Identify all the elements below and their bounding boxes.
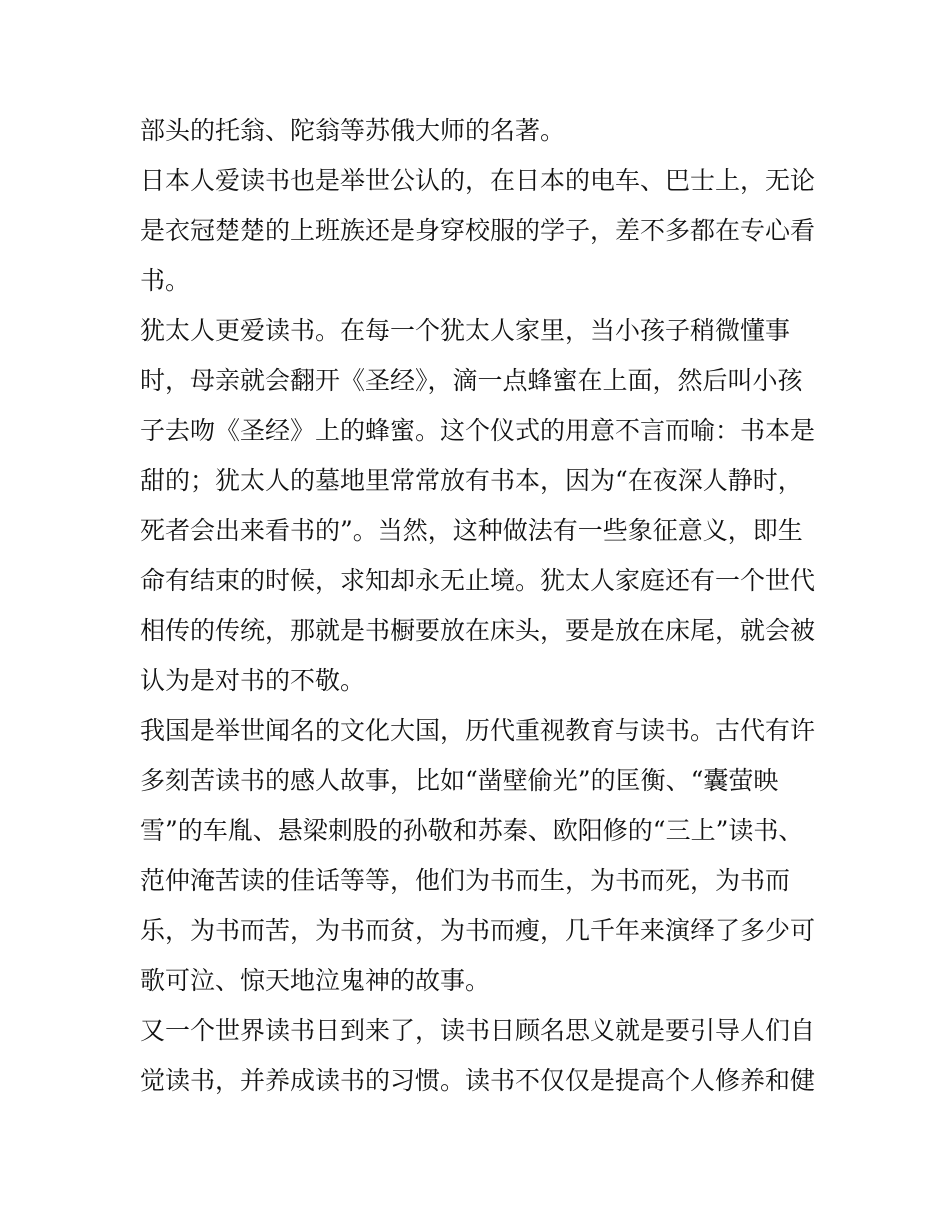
text-line: 是衣冠楚楚的上班族还是身穿校服的学子，差不多都在专心看 — [140, 216, 816, 245]
text-line: 时，母亲就会翻开《圣经》，滴一点蜂蜜在上面，然后叫小孩 — [140, 366, 803, 395]
text-line: 犹太人更爱读书。在每一个犹太人家里，当小孩子稍微懂事 — [140, 316, 791, 345]
text-line: 死者会出来看书的”。当然，这种做法有一些象征意义，即生 — [140, 516, 803, 545]
text-line: 多刻苦读书的感人故事，比如“凿壁偷光”的匡衡、“囊萤映 — [140, 766, 779, 795]
text-line: 子去吻《圣经》上的蜂蜜。这个仪式的用意不言而喻：书本是 — [140, 416, 816, 445]
text-line: 部头的托翁、陀翁等苏俄大师的名著。 — [140, 116, 566, 145]
text-line: 觉读书，并养成读书的习惯。读书不仅仅是提高个人修养和健 — [140, 1066, 816, 1095]
text-line: 乐，为书而苦，为书而贫，为书而瘦，几千年来演绎了多少可 — [140, 916, 816, 945]
text-line: 我国是举世闻名的文化大国，历代重视教育与读书。古代有许 — [140, 716, 816, 745]
text-line: 认为是对书的不敬。 — [140, 666, 366, 695]
text-line: 歌可泣、惊天地泣鬼神的故事。 — [140, 966, 491, 995]
body-text — [140, 106, 816, 1106]
text-line: 书。 — [140, 266, 191, 295]
text-line: 雪”的车胤、悬梁刺股的孙敬和苏秦、欧阳修的“三上”读书、 — [140, 816, 804, 845]
text-line: 命有结束的时候，求知却永无止境。犹太人家庭还有一个世代 — [140, 566, 816, 595]
text-line: 相传的传统，那就是书橱要放在床头，要是放在床尾，就会被 — [140, 616, 816, 645]
text-line: 甜的；犹太人的墓地里常常放有书本，因为“在夜深人静时， — [140, 466, 803, 495]
text-line: 日本人爱读书也是举世公认的，在日本的电车、巴士上，无论 — [140, 166, 816, 195]
text-line: 又一个世界读书日到来了，读书日顾名思义就是要引导人们自 — [140, 1016, 816, 1045]
text-line: 范仲淹苦读的佳话等等，他们为书而生，为书而死，为书而 — [140, 866, 791, 895]
